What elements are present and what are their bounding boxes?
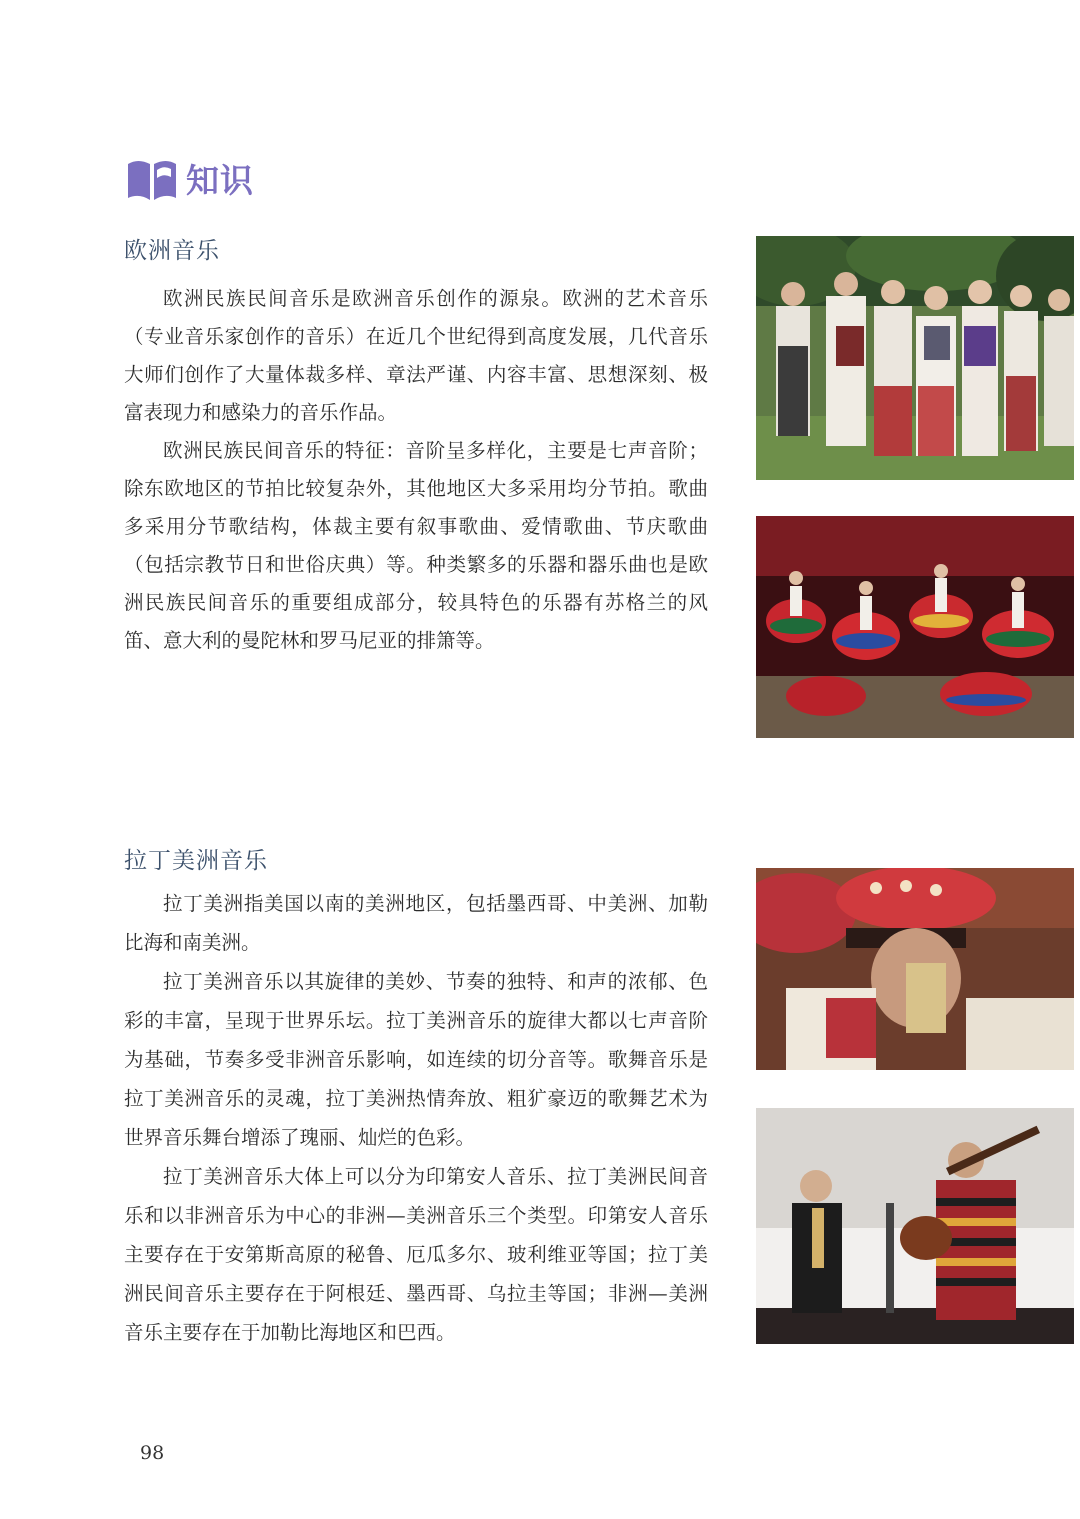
- latin-america-paragraph: 拉丁美洲音乐大体上可以分为印第安人音乐、拉丁美洲民间音乐和以非洲音乐为中心的非洲—美洲音乐三个类型。印第安人音乐主要存在于安第斯高原的秘鲁、厄瓜多尔、玻利维亚等国；拉丁美洲民间音乐主要存在于阿根廷、墨西哥、乌拉圭等国；非洲—美洲音乐主要存在于加勒比海地区和巴西。: [124, 1165, 708, 1344]
- europe-paragraph: 欧洲民族民间音乐的特征：音阶呈多样化，主要是七声音阶；除东欧地区的节拍比较复杂外，其他地区大多采用均分节拍。歌曲多采用分节歌结构，体裁主要有叙事歌曲、爱情歌曲、节庆歌曲（包括宗教节日和世俗庆典）等。种类繁多的乐器和器乐曲也是欧洲民族民间音乐的重要组成部分，较具特色的乐器有苏格兰的风笛、意大利的曼陀林和罗马尼亚的排箫等。: [124, 439, 708, 652]
- latin-america-paragraph: 拉丁美洲指美国以南的美洲地区，包括墨西哥、中美洲、加勒比海和南美洲。: [124, 892, 708, 954]
- photo-european-folk-musicians: [756, 236, 1074, 480]
- photo-latin-musicians-guitar: [756, 1108, 1074, 1344]
- latin-america-text: [124, 884, 708, 1352]
- page-number: 98: [140, 1442, 165, 1464]
- open-book-icon: [124, 150, 180, 206]
- europe-paragraph: 欧洲民族民间音乐是欧洲音乐创作的源泉。欧洲的艺术音乐（专业音乐家创作的音乐）在近几个世纪得到高度发展，几代音乐大师们创作了大量体裁多样、章法严谨、内容丰富、思想深刻、极富表现力和感染力的音乐作品。: [124, 287, 708, 424]
- knowledge-title: 知识: [186, 160, 254, 200]
- photo-folk-dancers-stage: [756, 516, 1074, 738]
- knowledge-header: [124, 150, 254, 206]
- section-title-latin-america: 拉丁美洲音乐: [124, 848, 268, 874]
- photo-andean-panpipe-player: [756, 868, 1074, 1070]
- europe-text: [124, 280, 708, 660]
- latin-america-paragraph: 拉丁美洲音乐以其旋律的美妙、节奏的独特、和声的浓郁、色彩的丰富，呈现于世界乐坛。拉丁美洲音乐的旋律大都以七声音阶为基础，节奏多受非洲音乐影响，如连续的切分音等。歌舞音乐是拉丁美洲音乐的灵魂，拉丁美洲热情奔放、粗犷豪迈的歌舞艺术为世界音乐舞台增添了瑰丽、灿烂的色彩。: [124, 970, 708, 1149]
- section-title-europe: 欧洲音乐: [124, 238, 220, 264]
